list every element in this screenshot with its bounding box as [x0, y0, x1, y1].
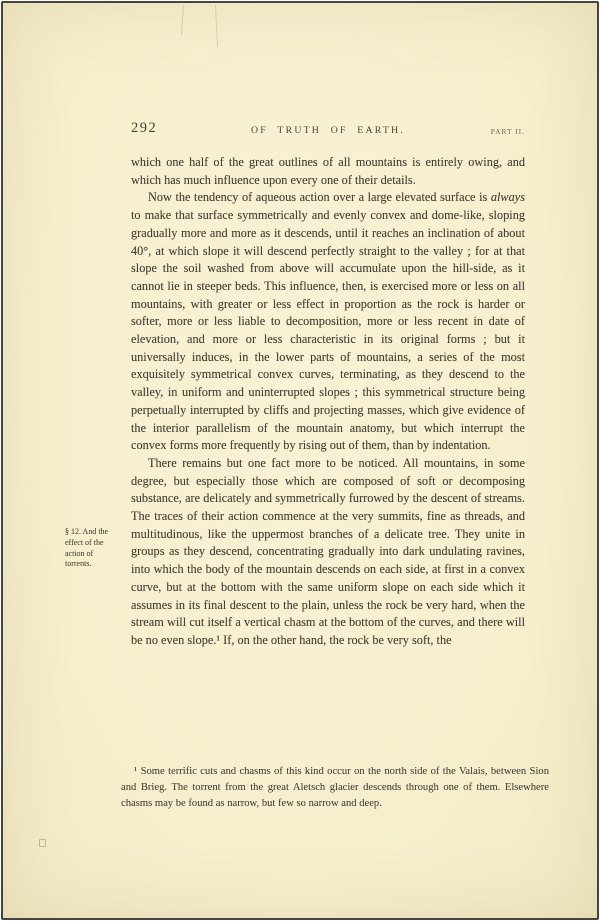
paragraph: Now the tendency of aqueous action over a large elevated surface is always to make that surface symmetrically and evenly convex and dome-like, sloping gradually more and more as it descends, until it reaches an inclination of about 40°, at which slope it will descend perfectly straight to the valley ; for at that slope the soil washed from above will accumulate upon the hill-side, as it cannot lie in steeper beds. This influence, then, is exercised more or less on all mountains, with greater or less effect in proportion as the rock is harder or softer, more or less liable to decomposition, more or less recent in date of elevation, and more or less characteristic in its original forms ; but it universally induces, in the lower parts of mountains, a series of the most exquisitely symmetrical convex curves, terminating, as they descend to the valley, in uniform and uninterrupted slopes ; this symmetrical structure being perpetually interrupted by cliffs and projecting masses, which give evidence of the interior parallelism of the mountain anatomy, but which interrupt the convex forms more frequently by rising out of them, than by indentation. — [131, 190, 525, 453]
part-label: PART II. — [490, 127, 525, 136]
footnote — [121, 764, 549, 811]
footnote-text: ¹ Some terrific cuts and chasms of this kind occur on the north side of the Valais, between Sion and Brieg. The torrent from the great Aletsch glacier descends through one of them. Elsewhere chasms may be found as narrow, but few so narrow and deep. — [121, 766, 549, 809]
paragraph: which one half of the great outlines of all mountains is entirely owing, and which has much influence upon every one of their details. — [131, 155, 525, 187]
ink-smudge — [39, 839, 46, 847]
scan-crease — [181, 5, 184, 35]
scan-crease — [215, 5, 218, 47]
body-text — [131, 154, 525, 650]
margin-note-line: torrents. — [65, 559, 92, 569]
margin-note-line: action of — [65, 548, 94, 558]
running-title: OF TRUTH OF EARTH. — [251, 125, 405, 136]
margin-note — [65, 527, 127, 570]
page-header — [131, 119, 525, 137]
page-number: 292 — [131, 120, 158, 136]
scanned-page — [1, 1, 599, 920]
paragraph: There remains but one fact more to be noticed. All mountains, in some degree, but especially those which are composed of soft or decomposing substance, are delicately and symmetrically furrowed by the descent of streams. The traces of their action commence at the very summits, fine as threads, and multitudinous, like the uppermost branches of a delicate tree. They unite in groups as they descend, concentrating gradually into dark undulating ravines, into which the body of the mountain descends on each side, at first in a convex curve, but at the bottom with the same uniform slope on each side which it assumes in its final descent to the plain, unless the rock be very hard, when the stream will cut itself a vertical chasm at the bottom of the curves, and there will be no even slope.¹ If, on the other hand, the rock be very soft, the — [131, 455, 525, 647]
margin-note-line: § 12. And the — [65, 527, 109, 536]
margin-note-line: effect of the — [65, 537, 104, 547]
